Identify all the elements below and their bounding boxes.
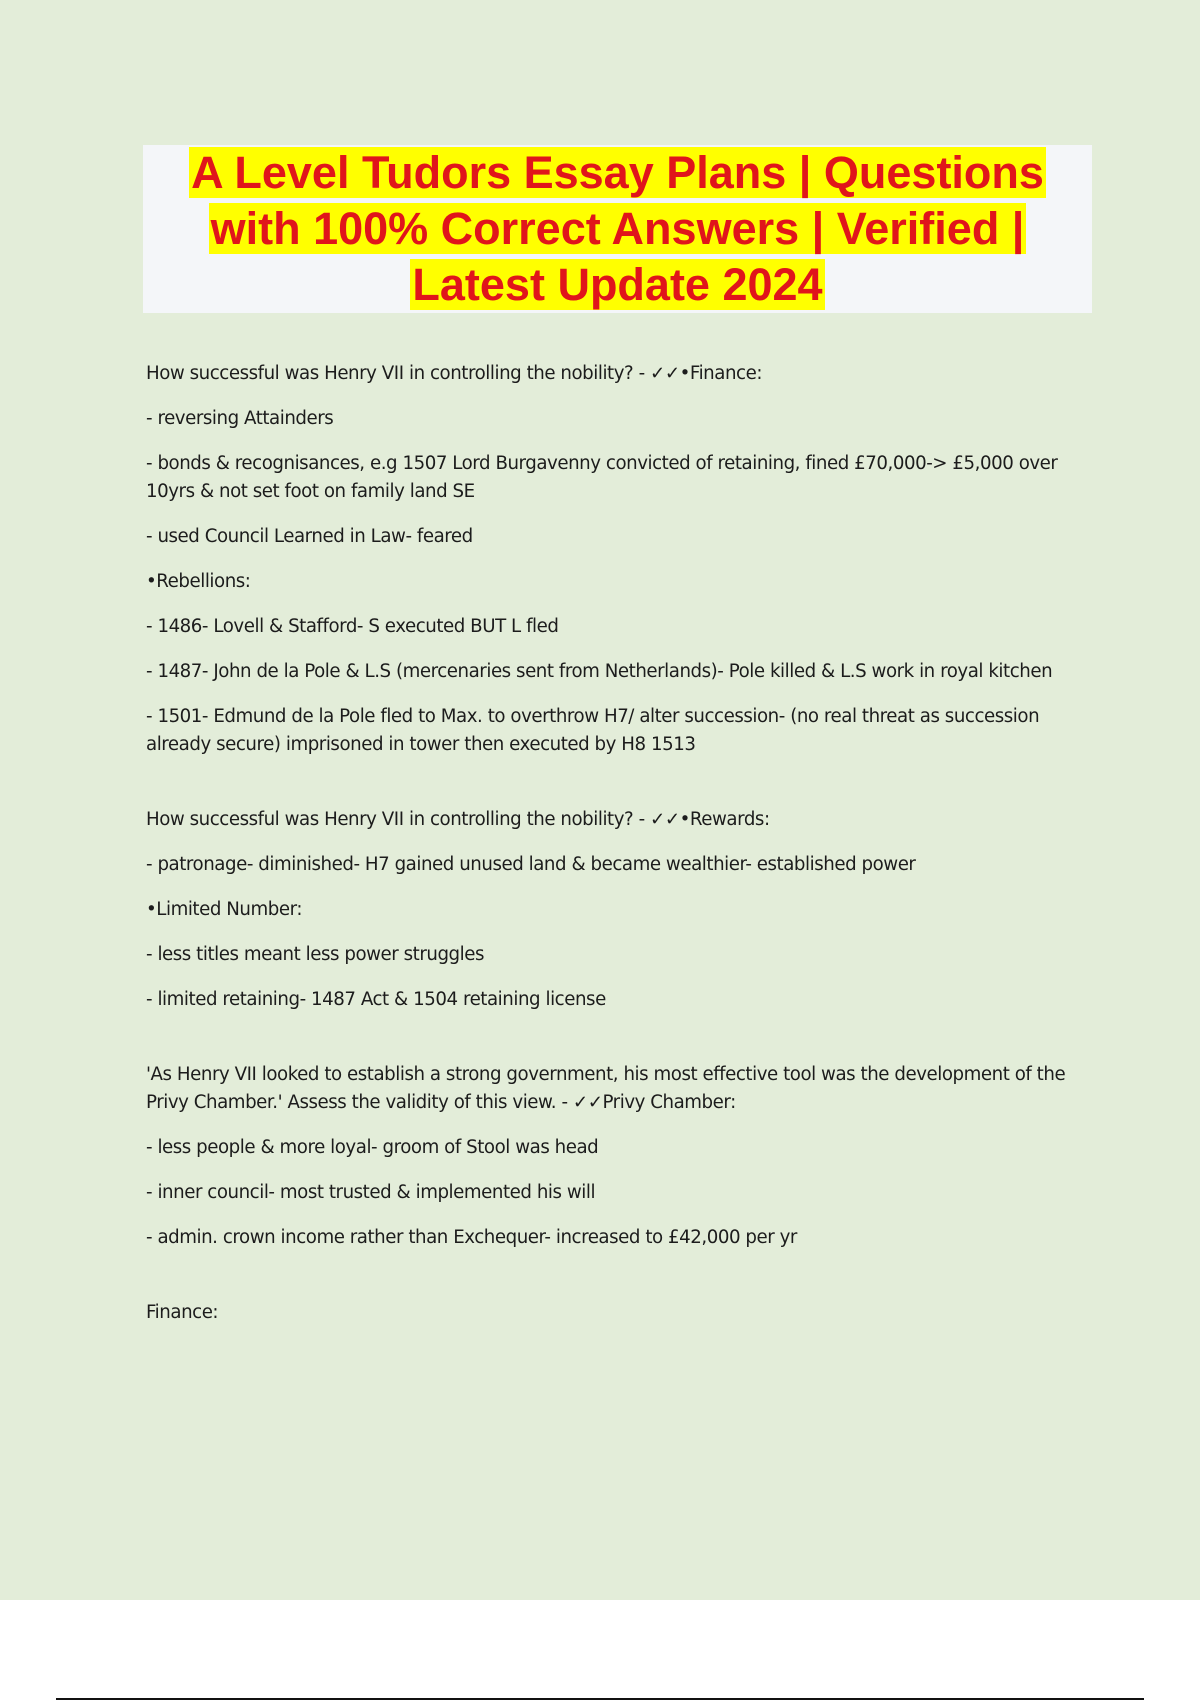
question-block-henry-vii-nobility-finance (146, 360, 1092, 759)
document-title (143, 145, 1092, 313)
answer-line: •Rebellions: (146, 571, 251, 592)
answer-line: - 1486- Lovell & Stafford- S executed BUT L fled (146, 616, 559, 637)
answer-line: - patronage- diminished- H7 gained unused land & became wealthier- established power (146, 854, 916, 875)
answer-line: - bonds & recognisances, e.g 1507 Lord Burgavenny convicted of retaining, fined £70,000-> £5,000 over 10yrs & not set foot on family land SE (146, 453, 1058, 502)
title-line-2: with 100% Correct Answers | Verified | (210, 203, 1025, 254)
title-box (143, 145, 1092, 313)
answer-line: - 1487- John de la Pole & L.S (mercenaries sent from Netherlands)- Pole killed & L.S work in royal kitchen (146, 661, 1053, 682)
answer-line: •Limited Number: (146, 899, 302, 920)
question-text: 'As Henry VII looked to establish a strong government, his most effective tool was the development of the Privy Chamber.' Assess the validity of this view. - ✓✓Privy Chamber: (146, 1064, 1066, 1113)
answer-line: - inner council- most trusted & implemented his will (146, 1182, 596, 1203)
question-text: Finance: (146, 1302, 219, 1323)
answer-line: - less titles meant less power struggles (146, 944, 485, 965)
title-line-3: Latest Update 2024 (412, 259, 823, 310)
question-text: How successful was Henry VII in controlling the nobility? - ✓✓•Finance: (146, 363, 762, 384)
document-body (146, 360, 1092, 1327)
question-text: How successful was Henry VII in controlling the nobility? - ✓✓•Rewards: (146, 809, 770, 830)
answer-line: - limited retaining- 1487 Act & 1504 retaining license (146, 989, 606, 1010)
answer-line: - admin. crown income rather than Exchequer- increased to £42,000 per yr (146, 1227, 797, 1248)
answer-line: - 1501- Edmund de la Pole fled to Max. to overthrow H7/ alter succession- (no real threat as succession already secure) imprisoned in tower then executed by H8 1513 (146, 706, 1040, 755)
answer-line: - used Council Learned in Law- feared (146, 526, 473, 547)
question-block-privy-chamber (146, 1061, 1092, 1252)
question-block-finance (146, 1299, 1092, 1327)
answer-line: - reversing Attainders (146, 408, 334, 429)
answer-line: - less people & more loyal- groom of Stool was head (146, 1137, 599, 1158)
question-block-henry-vii-nobility-rewards (146, 806, 1092, 1014)
title-line-1: A Level Tudors Essay Plans | Questions (191, 147, 1044, 198)
